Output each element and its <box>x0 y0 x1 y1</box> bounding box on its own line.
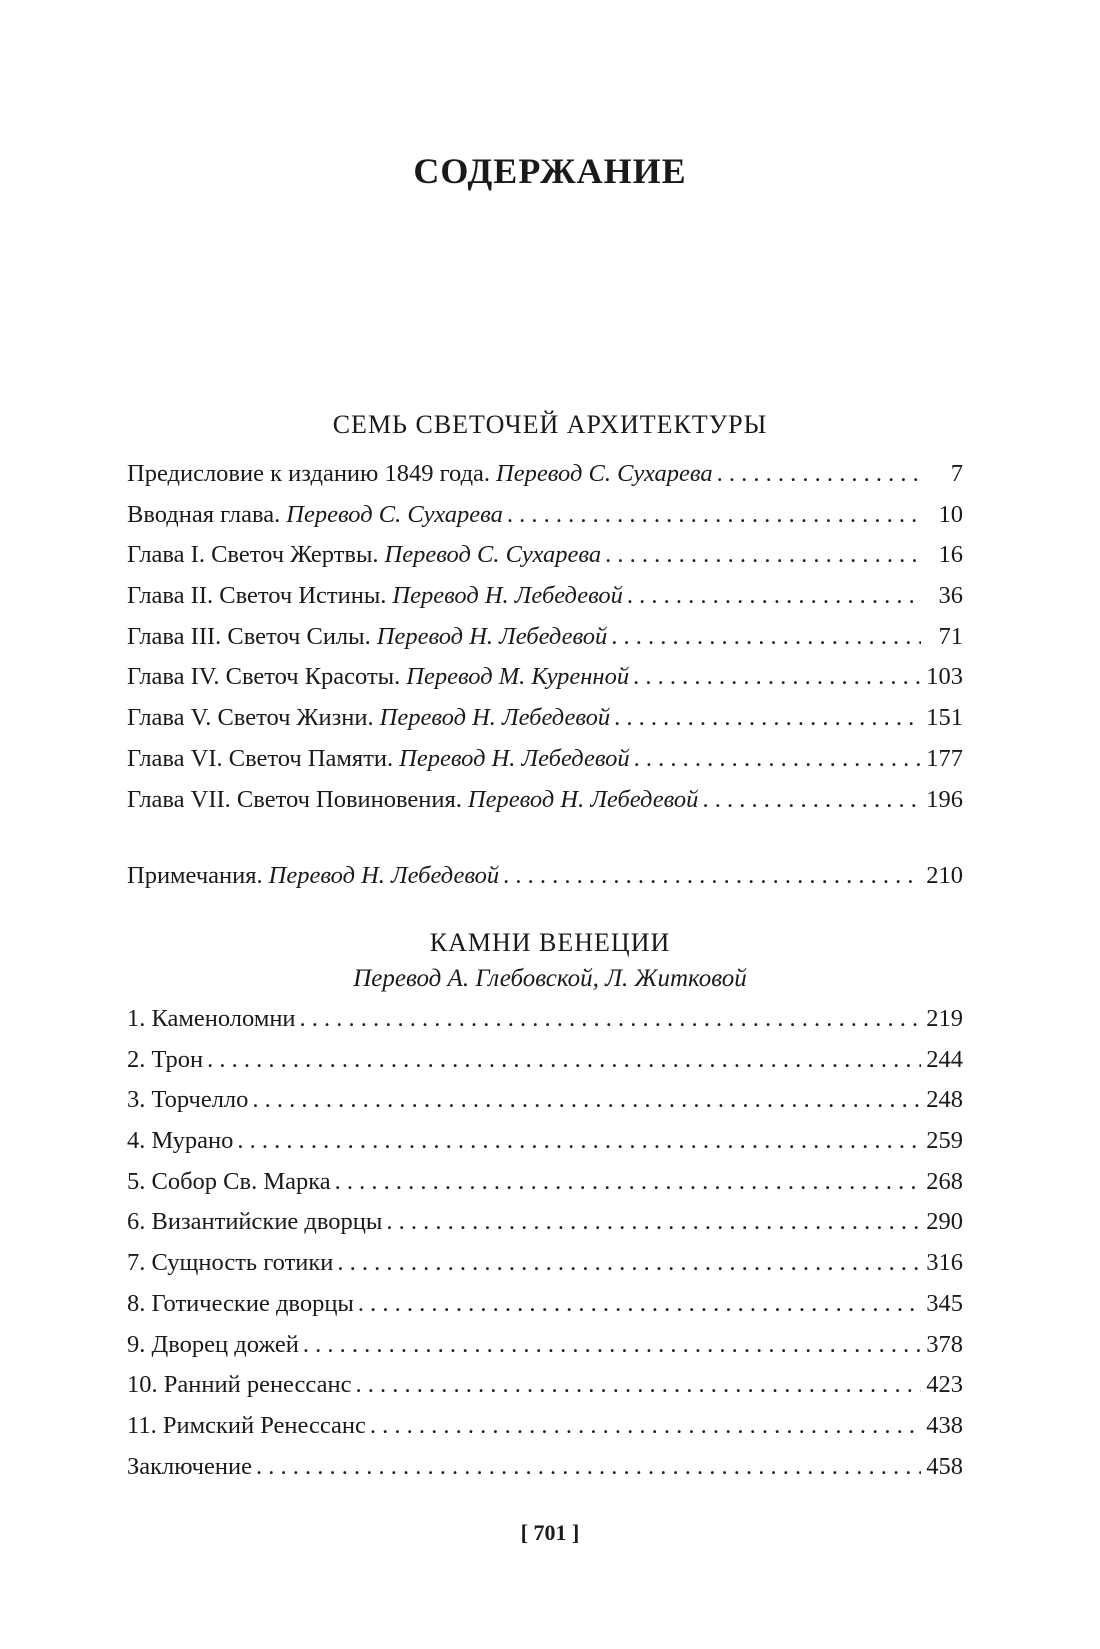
dot-leader <box>614 704 921 732</box>
dot-leader <box>237 1127 921 1155</box>
dot-leader <box>355 1371 921 1399</box>
page-title: СОДЕРЖАНИЕ <box>413 151 687 191</box>
toc-entry-title: Глава V. Светоч Жизни. <box>127 704 374 732</box>
dot-leader <box>605 541 921 569</box>
toc-entry <box>127 663 963 704</box>
toc-entry-title: Глава III. Светоч Силы. <box>127 622 371 650</box>
toc-entry <box>127 1168 963 1209</box>
toc-entry-page: 316 <box>926 1249 963 1277</box>
toc-entry <box>127 1412 963 1453</box>
toc-entry-title: 1. Каменоломни <box>127 1005 296 1032</box>
toc-entry-page: 7 <box>950 460 963 487</box>
toc-entry <box>127 1371 963 1412</box>
toc-entry-title: Глава VII. Светоч Повиновения. <box>127 785 462 813</box>
toc-entry-page: 71 <box>938 622 963 650</box>
dot-leader <box>386 1208 921 1236</box>
toc-entry-title: Вводная глава. <box>127 500 281 528</box>
toc-entry-title: Примечания. <box>127 862 263 889</box>
toc-entry <box>127 1208 963 1249</box>
toc-entry-translator: Перевод С. Сухарева <box>496 460 713 487</box>
toc-entry-page: 36 <box>938 582 963 610</box>
toc-entry-title: 3. Торчелло <box>127 1086 249 1114</box>
toc-list-seven-lamps <box>127 460 963 826</box>
toc-entry <box>127 1086 963 1127</box>
toc-entry-translator: Перевод С. Сухарева <box>286 500 503 528</box>
toc-entry-translator: Перевод Н. Лебедевой <box>379 704 611 732</box>
toc-entry <box>127 786 963 827</box>
toc-entry <box>127 1127 963 1168</box>
toc-entry <box>127 1046 963 1087</box>
toc-entry <box>127 1453 963 1494</box>
dot-leader <box>335 1168 921 1196</box>
toc-entry <box>127 460 963 501</box>
toc-entry-title: 4. Мурано <box>127 1127 234 1155</box>
toc-entry-title: Глава II. Светоч Истины. <box>127 582 387 610</box>
dot-leader <box>300 1005 921 1033</box>
toc-entry-page: 378 <box>926 1330 963 1358</box>
toc-entry-page: 438 <box>926 1411 963 1439</box>
dot-leader <box>634 745 921 773</box>
toc-entry-translator: Перевод Н. Лебедевой <box>268 862 500 889</box>
toc-entry-title: 10. Ранний ренессанс <box>127 1371 352 1399</box>
dot-leader <box>252 1086 921 1114</box>
toc-entry-title: 5. Собор Св. Марка <box>127 1167 331 1195</box>
toc-entry-page: 103 <box>926 663 963 691</box>
toc-entry-translator: Перевод Н. Лебедевой <box>392 582 623 610</box>
toc-list-stones-of-venice <box>127 1005 963 1493</box>
toc-entry-page: 16 <box>938 541 963 569</box>
dot-leader <box>717 460 921 488</box>
toc-entry-page: 458 <box>926 1452 963 1480</box>
toc-entry <box>127 704 963 745</box>
dot-leader <box>611 623 921 651</box>
dot-leader <box>370 1412 921 1440</box>
toc-entry-page: 177 <box>926 744 963 772</box>
dot-leader <box>702 786 921 814</box>
toc-entry-title: 6. Византийские дворцы <box>127 1208 383 1236</box>
toc-notes <box>127 862 963 903</box>
toc-entry-notes <box>127 862 963 903</box>
toc-entry <box>127 1290 963 1331</box>
toc-entry-page: 268 <box>926 1167 963 1195</box>
toc-entry <box>127 501 963 542</box>
page-number: [ 701 ] <box>520 1520 580 1545</box>
dot-leader <box>507 501 921 529</box>
toc-entry-translator: Перевод Н. Лебедевой <box>467 785 699 813</box>
toc-entry-translator: Перевод Н. Лебедевой <box>399 744 630 772</box>
toc-entry-translator: Перевод Н. Лебедевой <box>376 622 608 650</box>
section-heading-seven-lamps: СЕМЬ СВЕТОЧЕЙ АРХИТЕКТУРЫ <box>332 410 768 439</box>
dot-leader <box>337 1249 921 1277</box>
toc-entry-page: 290 <box>926 1208 963 1236</box>
toc-entry-page: 345 <box>926 1289 963 1317</box>
toc-entry <box>127 623 963 664</box>
toc-entry <box>127 1331 963 1372</box>
toc-entry-title: 7. Сущность готики <box>127 1249 334 1277</box>
dot-leader <box>358 1290 921 1318</box>
toc-entry <box>127 541 963 582</box>
toc-entry-title: Заключение <box>127 1452 252 1480</box>
toc-entry-page: 219 <box>926 1005 963 1032</box>
toc-entry-page: 210 <box>926 862 963 889</box>
toc-entry-title: 9. Дворец дожей <box>127 1330 299 1358</box>
toc-entry <box>127 1005 963 1046</box>
toc-entry-title: Глава IV. Светоч Красоты. <box>127 663 401 691</box>
toc-entry-title: 8. Готические дворцы <box>127 1289 354 1317</box>
dot-leader <box>256 1453 921 1481</box>
section-subheading-translators: Перевод А. Глебовской, Л. Житковой <box>353 965 747 992</box>
toc-entry-title: Глава I. Светоч Жертвы. <box>127 541 379 569</box>
toc-entry <box>127 745 963 786</box>
dot-leader <box>207 1046 921 1074</box>
dot-leader <box>633 663 921 691</box>
dot-leader <box>503 862 921 890</box>
toc-entry-page: 151 <box>926 704 963 732</box>
toc-entry-page: 244 <box>926 1045 963 1073</box>
toc-entry-page: 10 <box>938 500 963 528</box>
toc-entry-title: 2. Трон <box>127 1045 204 1073</box>
toc-entry-page: 423 <box>926 1371 963 1399</box>
toc-entry-translator: Перевод М. Куренной <box>406 663 630 691</box>
toc-entry-title: 11. Римский Ренессанс <box>127 1411 366 1439</box>
toc-entry <box>127 1249 963 1290</box>
toc-entry-title: Глава VI. Светоч Памяти. <box>127 744 394 772</box>
dot-leader <box>303 1331 921 1359</box>
toc-entry-page: 248 <box>926 1086 963 1114</box>
toc-entry-title: Предисловие к изданию 1849 года. <box>127 460 491 487</box>
dot-leader <box>627 582 921 610</box>
toc-entry-page: 196 <box>926 785 963 813</box>
toc-entry-page: 259 <box>926 1127 963 1155</box>
section-heading-stones-of-venice: КАМНИ ВЕНЕЦИИ <box>429 928 671 957</box>
toc-entry <box>127 582 963 623</box>
toc-entry-translator: Перевод С. Сухарева <box>384 541 602 569</box>
